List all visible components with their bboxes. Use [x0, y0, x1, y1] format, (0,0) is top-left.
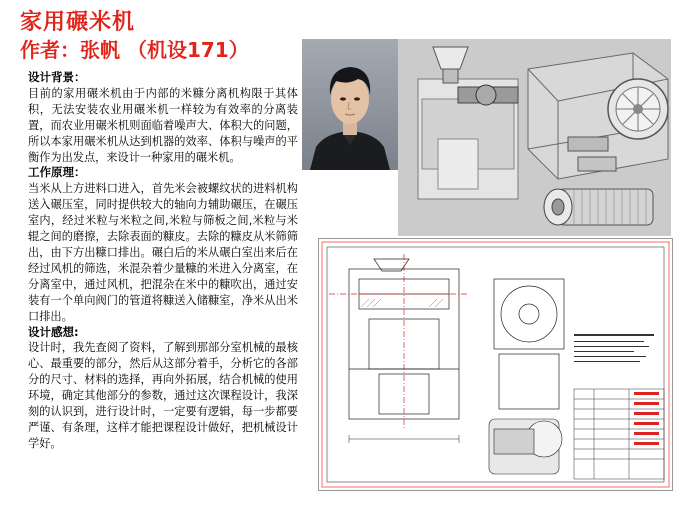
section-body-principle: 当米从上方进料口进入，首先米会被螺纹状的进料机构送入碾压室，同时提供较大的轴向力辅助碾压，在碾压室内，经过米粒与米粒之间,米粒与筛板之间,米粒与米辊之间的磨擦，去除表面的糠皮。去除的糠皮从米筛筛出，由下方出糠口排出。碾白后的米从碾白室出来后在经过风机的筛选，米混杂着少量糠的米进入分离室，在分离室中，通过风机，把混杂在米中的糠吹出，通过安装有一个单向阀门的管道将糠送入储糠室，净米从出米口排出。 — [28, 182, 298, 323]
section-body-background: 目前的家用碾米机由于内部的米糠分离机构限于其体积，无法安装农业用碾米机一样较为有效率的分离装置，而农业用碾米机则面临着噪声大、体积大的问题，所以本家用碾米机从达到机器的效率、体积与噪声的平衡作为出发点，来设计一种家用的碾米机。 — [28, 86, 298, 164]
section-heading-reflection: 设计感想: — [28, 324, 79, 339]
author-photo — [302, 39, 398, 170]
engineering-drawing — [318, 238, 673, 491]
section-heading-background: 设计背景： — [28, 70, 86, 84]
section-body-reflection: 设计时，我先查阅了资料，了解到那部分室机械的最核心、最重要的部分，然后从这部分着手，分析它的各部分的尺寸、材料的选择，再向外拓展，结合机械的使用环境，确定其他部分的参数，通过这次课程设计，我深刻的认识到，进行设计时，一定要有逻辑，每一步都要严谨、有条理，这样才能把课程设计做好，把机械设计学好。 — [28, 341, 298, 450]
section-heading-principle: 工作原理： — [28, 165, 86, 180]
page-title: 家用碾米机 — [20, 10, 136, 35]
machine-3d-render — [398, 39, 671, 236]
author-line: 作者：张帆 （机设171） — [20, 38, 249, 62]
body-text — [28, 70, 298, 452]
